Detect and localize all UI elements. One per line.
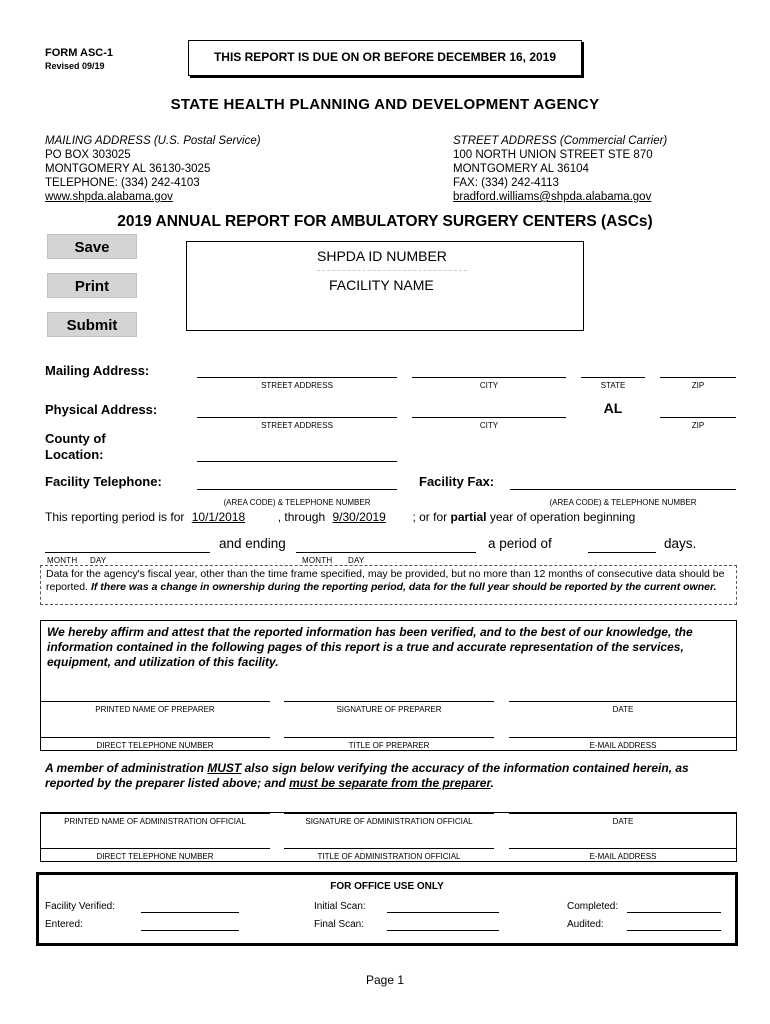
month-caption: MONTH <box>47 556 78 565</box>
admin-date-caption: DATE <box>612 817 634 826</box>
physical-zip-input[interactable] <box>660 417 736 418</box>
mailing-street-input[interactable] <box>197 377 397 378</box>
mailing-address-block <box>45 134 261 204</box>
office-use-heading: FOR OFFICE USE ONLY <box>330 881 444 892</box>
mailing-heading: MAILING ADDRESS (U.S. Postal Service) <box>45 135 261 147</box>
physical-street-input[interactable] <box>197 417 397 418</box>
attestation-statement: We hereby affirm and attest that the reported information has been verified, and to the best of our knowledge, the information contained in the following pages of this report is a true and accurate representation of the services, equipment, and utilization of this facility. <box>47 625 693 669</box>
revised-date: Revised 09/19 <box>45 61 105 71</box>
final-scan-input[interactable] <box>387 930 499 931</box>
contact-email-link[interactable]: bradford.williams@shpda.alabama.gov <box>453 191 652 203</box>
street-line3: FAX: (334) 242-4113 <box>453 177 559 189</box>
facility-name-label: FACILITY NAME <box>329 277 434 293</box>
attestation-box <box>40 620 737 751</box>
save-button[interactable]: Save <box>47 234 137 259</box>
shpda-id-field[interactable] <box>317 270 467 271</box>
street-line1: 100 NORTH UNION STREET STE 870 <box>453 149 653 161</box>
day-caption-2: DAY <box>348 556 365 565</box>
zip-caption-2: ZIP <box>691 421 705 430</box>
period-of-label: a period of <box>488 536 552 551</box>
admin-statement <box>45 761 735 791</box>
county-input[interactable] <box>197 461 397 462</box>
admin-date-field[interactable] <box>509 813 737 826</box>
entered-input[interactable] <box>141 930 239 931</box>
report-title: 2019 ANNUAL REPORT FOR AMBULATORY SURGERY CENTERS (ASCs) <box>117 213 653 230</box>
period-end-value[interactable]: 9/30/2019 <box>332 510 386 524</box>
mailing-address-label: Mailing Address: <box>45 363 150 378</box>
county-label-line2: Location: <box>45 447 104 462</box>
admin-signature-caption: SIGNATURE OF ADMINISTRATION OFFICIAL <box>305 817 473 826</box>
county-label-line1: County of <box>45 431 106 446</box>
facility-verified-label: Facility Verified: <box>45 901 116 912</box>
entered-label: Entered: <box>45 919 83 930</box>
street-heading: STREET ADDRESS (Commercial Carrier) <box>453 135 668 147</box>
preparer-title-caption: TITLE OF PREPARER <box>348 741 430 750</box>
admin-email-field[interactable] <box>509 848 737 861</box>
days-label: days. <box>664 536 697 551</box>
mailing-zip-input[interactable] <box>660 377 736 378</box>
days-input[interactable] <box>588 552 656 553</box>
note-plain: Data for the agency's fiscal year, other than the time frame specified, may be provided, but no more than 12 months of consecutive data should be reported. <box>46 568 725 593</box>
street-line2: MONTGOMERY AL 36104 <box>453 163 589 175</box>
period-start-value[interactable]: 10/1/2018 <box>191 510 246 524</box>
initial-scan-label: Initial Scan: <box>314 901 366 912</box>
admin-telephone-field[interactable] <box>40 848 270 861</box>
admin-email-caption: E-MAIL ADDRESS <box>589 852 657 861</box>
state-caption: STATE <box>600 381 626 390</box>
mailing-state-input[interactable] <box>581 377 645 378</box>
audited-input[interactable] <box>627 930 721 931</box>
mailing-city-input[interactable] <box>412 377 566 378</box>
mailing-line3: TELEPHONE: (334) 242-4103 <box>45 177 200 189</box>
partial-begin-input[interactable] <box>45 552 210 553</box>
facility-fax-input[interactable] <box>510 489 736 490</box>
street-address-block <box>453 134 667 204</box>
admin-p1: A member of administration <box>45 761 204 775</box>
physical-city-input[interactable] <box>412 417 566 418</box>
admin-separate: must be separate from the preparer <box>289 776 491 790</box>
agency-website-link[interactable]: www.shpda.alabama.gov <box>45 191 173 203</box>
facility-telephone-input[interactable] <box>197 489 397 490</box>
and-ending-label: and ending <box>219 536 286 551</box>
facility-verified-input[interactable] <box>141 912 239 913</box>
preparer-telephone-caption: DIRECT TELEPHONE NUMBER <box>96 741 214 750</box>
agency-name: STATE HEALTH PLANNING AND DEVELOPMENT AGENCY <box>170 96 600 113</box>
admin-p2: also sign below verifying the accuracy of the information contained herein, as reported by the preparer listed above; and <box>45 761 689 790</box>
fax-caption: (AREA CODE) & TELEPHONE NUMBER <box>549 498 697 507</box>
admin-name-caption: PRINTED NAME OF ADMINISTRATION OFFICIAL <box>64 817 246 826</box>
facility-id-box <box>186 241 584 331</box>
physical-address-label: Physical Address: <box>45 402 158 417</box>
zip-caption: ZIP <box>691 381 705 390</box>
page-number: Page 1 <box>365 973 405 987</box>
mailing-line2: MONTGOMERY AL 36130-3025 <box>45 163 211 175</box>
admin-name-field[interactable] <box>40 813 270 826</box>
submit-button[interactable]: Submit <box>47 312 137 337</box>
city-caption-2: CITY <box>479 421 499 430</box>
admin-telephone-caption: DIRECT TELEPHONE NUMBER <box>96 852 214 861</box>
form-id: FORM ASC-1 <box>45 47 114 59</box>
preparer-title-field[interactable] <box>284 737 494 750</box>
street-caption-2: STREET ADDRESS <box>261 421 333 430</box>
mailing-line1: PO BOX 303025 <box>45 149 131 161</box>
admin-title-field[interactable] <box>284 848 494 861</box>
admin-signature-field[interactable] <box>284 813 494 826</box>
due-notice-box <box>188 40 582 76</box>
print-button[interactable]: Print <box>47 273 137 298</box>
partial-word: partial <box>450 510 487 524</box>
admin-p3: . <box>490 776 494 790</box>
audited-label: Audited: <box>567 919 604 930</box>
preparer-name-caption: PRINTED NAME OF PREPARER <box>95 705 215 714</box>
county-label <box>45 431 106 463</box>
final-scan-label: Final Scan: <box>314 919 365 930</box>
month-caption-2: MONTH <box>302 556 333 565</box>
initial-scan-input[interactable] <box>387 912 499 913</box>
preparer-date-caption: DATE <box>612 705 634 714</box>
period-through: , through <box>277 510 326 524</box>
preparer-email-caption: E-MAIL ADDRESS <box>589 741 657 750</box>
preparer-signature-caption: SIGNATURE OF PREPARER <box>336 705 442 714</box>
city-caption: CITY <box>479 381 499 390</box>
period-intro: This reporting period is for <box>45 510 185 524</box>
office-use-box <box>36 872 738 946</box>
completed-label: Completed: <box>567 901 619 912</box>
admin-title-caption: TITLE OF ADMINISTRATION OFFICIAL <box>317 852 461 861</box>
street-caption: STREET ADDRESS <box>261 381 333 390</box>
note-bold: If there was a change in ownership during the reporting period, data for the full year should be reported by the current owner. <box>90 580 717 593</box>
preparer-email-field[interactable] <box>509 737 737 750</box>
fiscal-year-note <box>40 565 737 605</box>
preparer-name-field[interactable] <box>40 701 270 714</box>
facility-telephone-label: Facility Telephone: <box>45 474 162 489</box>
completed-input[interactable] <box>627 912 721 913</box>
partial-post: year of operation beginning <box>489 510 636 524</box>
day-caption: DAY <box>90 556 107 565</box>
facility-fax-label: Facility Fax: <box>419 474 495 489</box>
partial-end-input[interactable] <box>296 552 476 553</box>
admin-must: MUST <box>207 761 242 775</box>
due-notice: THIS REPORT IS DUE ON OR BEFORE DECEMBER 16, 2019 <box>213 50 557 64</box>
preparer-telephone-field[interactable] <box>40 737 270 750</box>
physical-state-value: AL <box>603 400 623 416</box>
preparer-signature-field[interactable] <box>284 701 494 714</box>
preparer-date-field[interactable] <box>509 701 737 714</box>
partial-pre: ; or for <box>412 510 448 524</box>
shpda-id-label: SHPDA ID NUMBER <box>317 248 447 264</box>
telephone-caption: (AREA CODE) & TELEPHONE NUMBER <box>223 498 371 507</box>
reporting-period-line <box>45 510 635 524</box>
